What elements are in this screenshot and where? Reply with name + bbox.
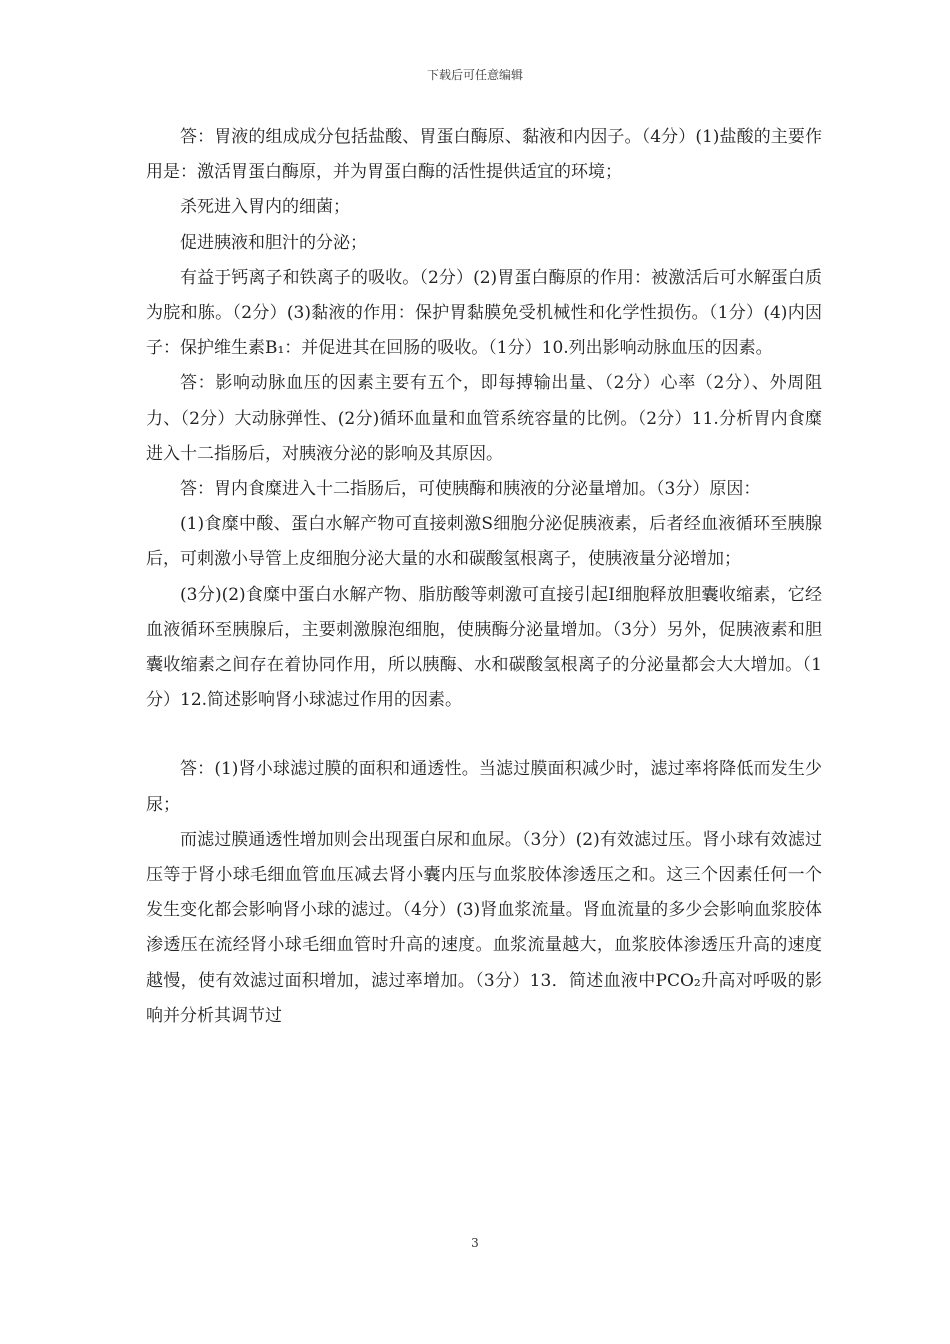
paragraph-filtration-pressure: 而滤过膜通透性增加则会出现蛋白尿和血尿。（3分）(2)有效滤过压。肾小球有效滤过压等于肾小球毛细血管血压减去肾小囊内压与血浆胶体渗透压之和。这三个因素任何一个发生变化都会影响肾小球的滤过。（4分）(3)肾血浆流量。肾血流量的多少会影响血浆胶体渗透压在流经肾小球毛细血管时升高的速度。血浆流量越大，血浆胶体渗透压升高的速度越慢，使有效滤过面积增加，滤过率增加。（3分）13．简述血液中PCO₂升高对呼吸的影响并分析其调节过	[146, 829, 822, 1026]
paragraph-promote-secretion: 促进胰液和胆汁的分泌；	[180, 232, 367, 253]
paragraph-spacer	[146, 718, 822, 752]
paragraph-cholecystokinin: (3分)(2)食糜中蛋白水解产物、脂肪酸等刺激可直接引起I细胞释放胆囊收缩素，它经血液循环至胰腺后，主要刺激腺泡细胞，使胰酶分泌量增加。（3分）另外，促胰液素和胆囊收缩素之间存在着协同作用，所以胰酶、水和碳酸氢根离子的分泌量都会大大增加。（1分）12.简述影响肾小球滤过作用的因素。	[146, 584, 822, 711]
paragraph-absorption: 有益于钙离子和铁离子的吸收。（2分）(2)胃蛋白酶原的作用：被激活后可水解蛋白质为脘和胨。（2分）(3)黏液的作用：保护胃黏膜免受机械性和化学性损伤。（1分）(4)内因子：保护维生素B₁：并促进其在回肠的吸收。（1分）10.列出影响动脉血压的因素。	[146, 267, 822, 359]
page-header: 下载后可任意编辑	[426, 68, 523, 82]
paragraph-chyme-answer: 答：胃内食糜进入十二指肠后，可使胰酶和胰液的分泌量增加。（3分）原因：	[180, 479, 761, 500]
paragraph-secretin: (1)食糜中酸、蛋白水解产物可直接刺激S细胞分泌促胰液素，后者经血液循环至胰腺后，可刺激小导管上皮细胞分泌大量的水和碳酸氢根离子，使胰液量分泌增加；	[146, 514, 822, 570]
page-number: 3	[471, 1236, 479, 1250]
paragraph-kill-bacteria: 杀死进入胃内的细菌；	[180, 197, 350, 218]
paragraph-blood-pressure: 答：影响动脉血压的因素主要有五个，即每搏输出量、（2分）心率（2分）、外周阻力、（2分）大动脉弹性、(2分)循环血量和血管系统容量的比例。（2分）11.分析胃内食糜进入十二指肠后，对胰液分泌的影响及其原因。	[146, 373, 822, 464]
paragraph-gastric-juice: 答：胃液的组成成分包括盐酸、胃蛋白酶原、黏液和内因子。（4分）(1)盐酸的主要作用是：激活胃蛋白酶原，并为胃蛋白酶的活性提供适宜的环境；	[146, 127, 822, 183]
document-body	[146, 120, 822, 1034]
paragraph-filtration-membrane: 答：(1)肾小球滤过膜的面积和通透性。当滤过膜面积减少时，滤过率将降低而发生少尿；	[146, 759, 822, 815]
